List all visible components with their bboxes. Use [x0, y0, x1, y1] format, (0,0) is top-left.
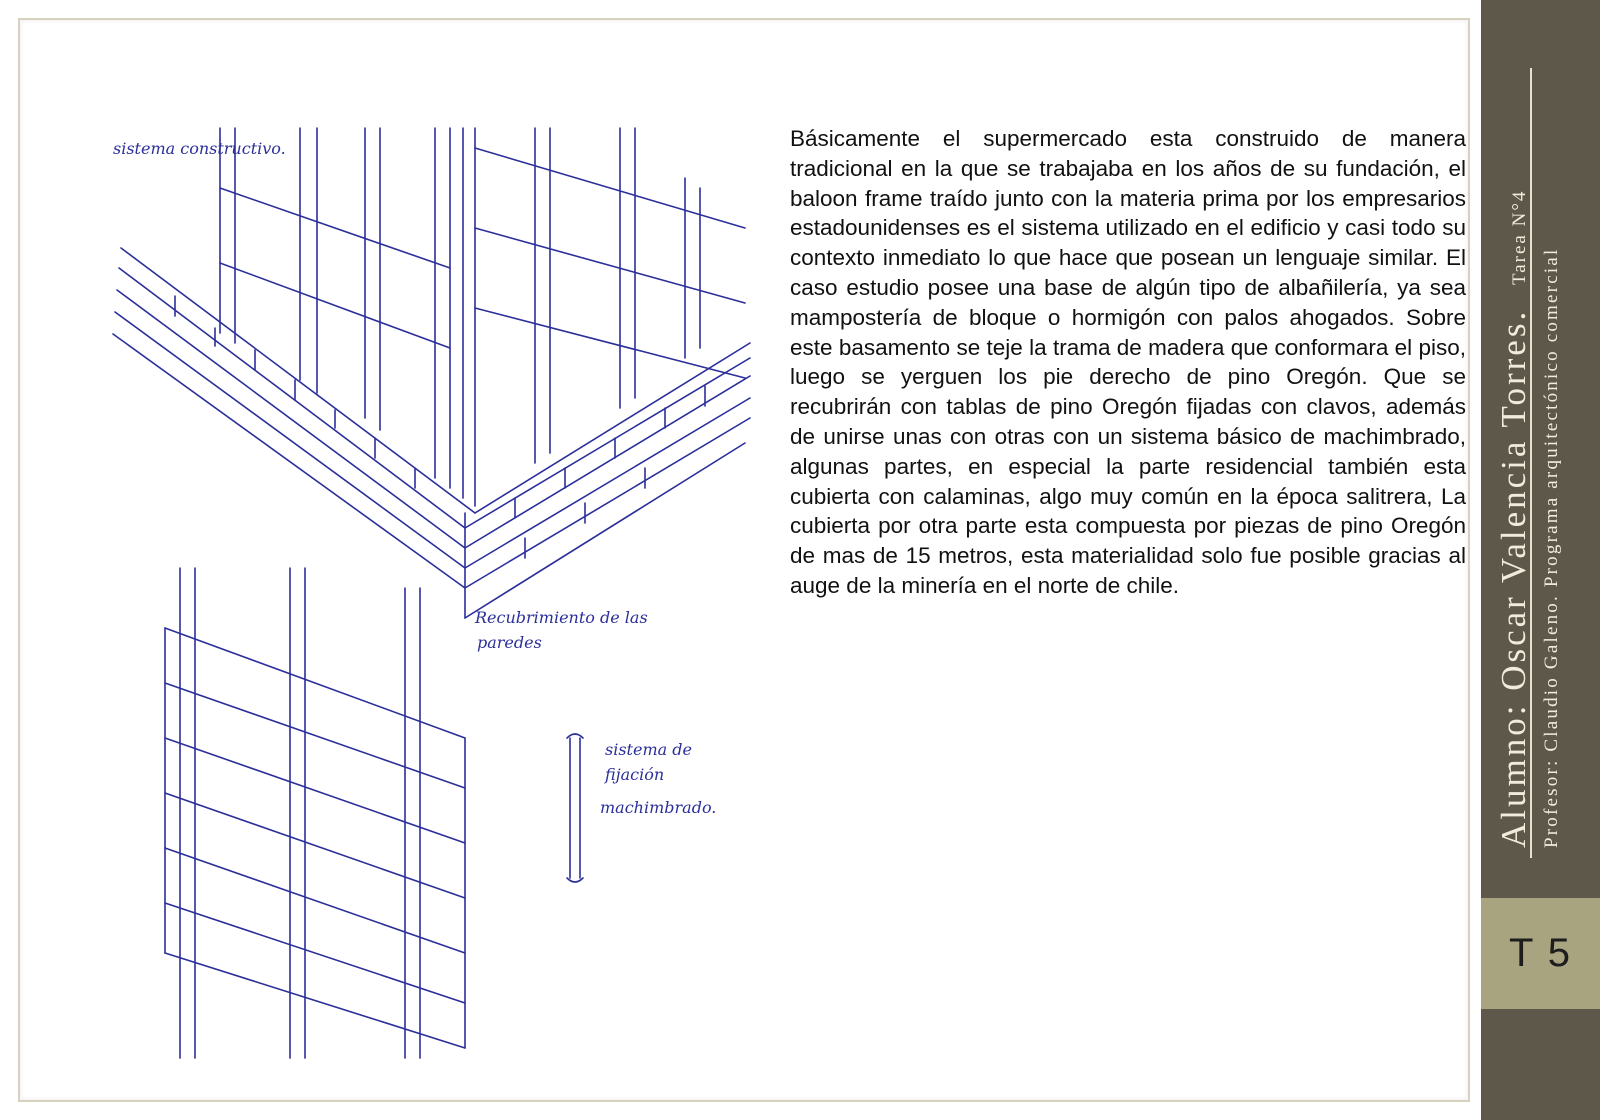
balloon-frame-sketch	[113, 128, 750, 618]
annotation-wall-covering-1: Recubrimiento de las	[475, 608, 648, 627]
student-name: Alumno: Oscar Valencia Torres.	[1494, 308, 1533, 848]
task-label: T 5	[1508, 931, 1573, 975]
annotation-fixing-3: machimbrado.	[600, 798, 717, 817]
annotation-fixing-2: fijación	[605, 765, 665, 784]
construction-sketch	[55, 58, 775, 1078]
annotation-wall-covering-2: paredes	[477, 633, 542, 652]
student-name-line	[1494, 190, 1534, 848]
sketch-drawings	[55, 58, 775, 1078]
annotation-fixing-1: sistema de	[605, 740, 692, 759]
body-text: Básicamente el supermercado esta construido de manera tradicional en la que se trabajaba en los años de su fundación, el baloon frame traído junto con la materia prima por los empresarios estadounidenses es el sistema utilizado en el edificio y casi todo su contexto inmediato lo que hace que posean un lenguaje similar. El caso estudio posee una base de algún tipo de albañilería, ya sea mampostería de bloque o hormigón con palos ahogados. Sobre este basamento se teje la trama de madera que conformara el piso, luego se yerguen los pie derecho de pino Oregón. Que se recubrirán con tablas de pino Oregón fijadas con clavos, además de unirse unas con otras con un sistema básico de machimbrado, algunas partes, en especial la parte residencial también esta cubierta con calaminas, algo muy común en la época salitrera, La cubierta por otra parte esta compuesta por piezas de pino Oregón de mas de 15 metros, esta materialidad solo fue posible gracias al auge de la minería en el norte de chile.	[790, 126, 1466, 598]
annotation-construction-system: sistema constructivo.	[113, 139, 286, 158]
professor-line: Profesor: Claudio Galeno. Programa arquitectónico comercial	[1541, 247, 1562, 848]
task-number: Tarea N°4	[1509, 189, 1530, 286]
